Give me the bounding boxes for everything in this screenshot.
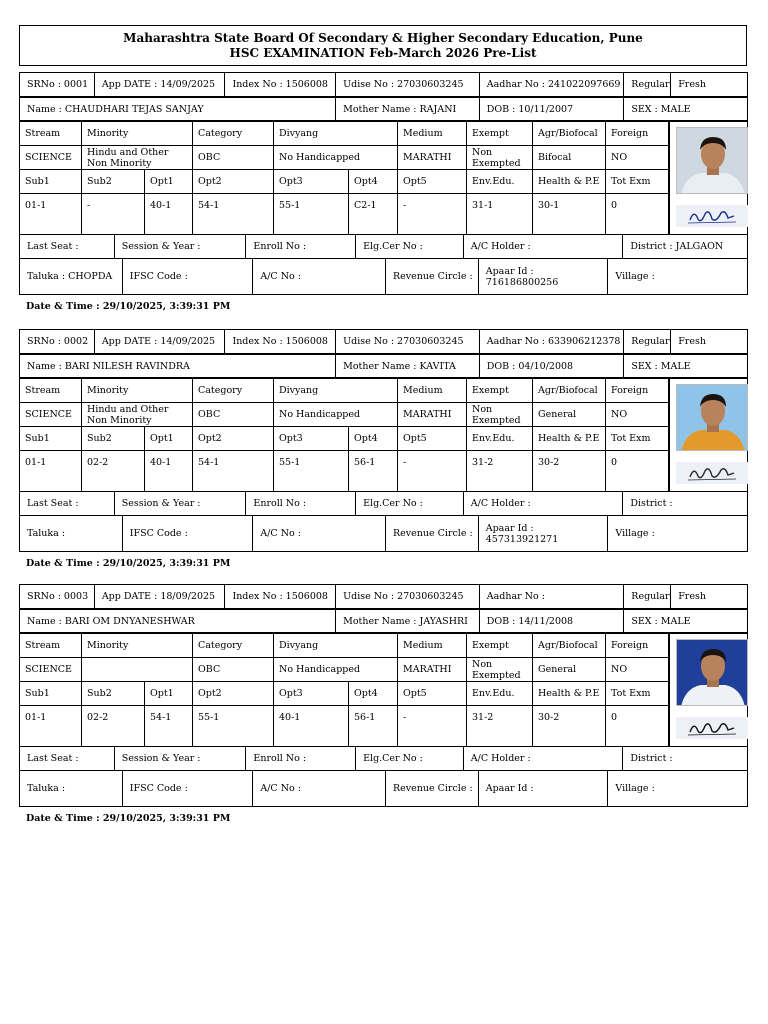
opt5-label: Opt5 bbox=[398, 170, 467, 193]
stream-label: Stream bbox=[20, 634, 82, 657]
foreign-label: Foreign bbox=[606, 122, 669, 145]
bank-row bbox=[19, 515, 748, 552]
signature-image bbox=[676, 717, 748, 739]
detail-header-row bbox=[20, 634, 669, 658]
exam-title: HSC EXAMINATION Feb-March 2026 Pre-List bbox=[229, 46, 537, 60]
detail-header-row bbox=[20, 379, 669, 403]
detail-header-row bbox=[20, 122, 669, 146]
exempt-label: Exempt bbox=[467, 634, 533, 657]
opt2-value: 54-1 bbox=[193, 451, 274, 491]
ac-holder-cell: A/C Holder : bbox=[464, 235, 624, 258]
ifsc-code-cell: IFSC Code : bbox=[123, 771, 254, 806]
srno-cell: SRNo : 0003 bbox=[20, 585, 95, 608]
mother-name-cell: Mother Name : JAYASHRI bbox=[336, 610, 480, 632]
bank-row bbox=[19, 258, 748, 295]
record-id-row bbox=[19, 72, 748, 97]
sub1-value: 01-1 bbox=[20, 706, 82, 746]
sex-cell: SEX : MALE bbox=[631, 103, 691, 115]
foreign-value: NO bbox=[606, 146, 669, 169]
ac-no-cell: A/C No : bbox=[253, 771, 386, 806]
session-year-cell: Session & Year : bbox=[115, 235, 247, 258]
opt4-value: 56-1 bbox=[349, 451, 398, 491]
tot-exm-value: 0 bbox=[606, 194, 669, 234]
udise-cell: Udise No : 27030603245 bbox=[336, 330, 480, 353]
health-pe-label: Health & P.E bbox=[533, 427, 606, 450]
category-value: OBC bbox=[193, 658, 274, 681]
ac-holder-cell: A/C Holder : bbox=[464, 747, 624, 770]
divyang-value: No Handicapped bbox=[274, 403, 398, 426]
opt1-label: Opt1 bbox=[145, 170, 193, 193]
opt4-value: C2-1 bbox=[349, 194, 398, 234]
opt5-label: Opt5 bbox=[398, 427, 467, 450]
srno-cell: SRNo : 0002 bbox=[20, 330, 95, 353]
exam-type-cell: Regular bbox=[624, 585, 671, 608]
opt2-label: Opt2 bbox=[193, 170, 274, 193]
signature-image bbox=[676, 205, 748, 227]
exam-type-cell: Regular bbox=[624, 73, 671, 96]
divyang-label: Divyang bbox=[274, 122, 398, 145]
sub2-value: 02-2 bbox=[82, 451, 145, 491]
document-header bbox=[19, 25, 747, 66]
opt3-value: 40-1 bbox=[274, 706, 349, 746]
exempt-value: Non Exempted bbox=[467, 658, 533, 681]
health-pe-label: Health & P.E bbox=[533, 170, 606, 193]
minority-label: Minority bbox=[82, 634, 193, 657]
taluka-cell: Taluka : bbox=[20, 516, 123, 551]
opt1-value: 54-1 bbox=[145, 706, 193, 746]
stream-value: SCIENCE bbox=[20, 658, 82, 681]
subject-value-row bbox=[20, 706, 669, 746]
apaar-id-cell: Apaar Id : 716186800256 bbox=[479, 259, 609, 294]
sub2-label: Sub2 bbox=[82, 170, 145, 193]
subject-value-row bbox=[20, 194, 669, 234]
opt4-value: 56-1 bbox=[349, 706, 398, 746]
detail-value-row bbox=[20, 146, 669, 170]
opt1-label: Opt1 bbox=[145, 682, 193, 705]
env-edu-label: Env.Edu. bbox=[467, 682, 533, 705]
stream-value: SCIENCE bbox=[20, 403, 82, 426]
agr-biofocal-value: Bifocal bbox=[533, 146, 606, 169]
ac-holder-cell: A/C Holder : bbox=[464, 492, 624, 515]
minority-value: Hindu and Other Non Minority bbox=[82, 403, 193, 426]
student-photo bbox=[676, 127, 748, 194]
last-seat-cell: Last Seat : bbox=[20, 235, 115, 258]
env-edu-value: 31-2 bbox=[467, 451, 533, 491]
enrollment-row bbox=[19, 234, 748, 259]
apaar-id-cell: Apaar Id : bbox=[479, 771, 609, 806]
opt4-label: Opt4 bbox=[349, 427, 398, 450]
health-pe-value: 30-2 bbox=[533, 451, 606, 491]
mother-name-cell: Mother Name : KAVITA bbox=[336, 355, 480, 377]
village-cell: Village : bbox=[615, 271, 655, 282]
stream-value: SCIENCE bbox=[20, 146, 82, 169]
tot-exm-label: Tot Exm bbox=[606, 682, 669, 705]
detail-value-row bbox=[20, 658, 669, 682]
student-name-cell: Name : BARI NILESH RAVINDRA bbox=[20, 355, 336, 377]
record-name-row bbox=[19, 608, 748, 633]
medium-value: MARATHI bbox=[398, 403, 467, 426]
elg-cer-no-cell: Elg.Cer No : bbox=[356, 747, 464, 770]
dob-cell: DOB : 10/11/2007 bbox=[480, 98, 625, 120]
divyang-value: No Handicapped bbox=[274, 658, 398, 681]
app-date-cell: App DATE : 18/09/2025 bbox=[95, 585, 226, 608]
env-edu-label: Env.Edu. bbox=[467, 170, 533, 193]
aadhar-cell: Aadhar No : 241022097669 bbox=[480, 73, 625, 96]
district-cell: District : bbox=[630, 498, 673, 509]
tot-exm-value: 0 bbox=[606, 706, 669, 746]
foreign-value: NO bbox=[606, 403, 669, 426]
opt4-label: Opt4 bbox=[349, 682, 398, 705]
subject-header-row bbox=[20, 682, 669, 706]
sub2-value: - bbox=[82, 194, 145, 234]
photo-signature-cell bbox=[669, 122, 747, 234]
sub2-label: Sub2 bbox=[82, 682, 145, 705]
env-edu-value: 31-1 bbox=[467, 194, 533, 234]
record-id-row bbox=[19, 584, 748, 609]
stream-label: Stream bbox=[20, 122, 82, 145]
board-title: Maharashtra State Board Of Secondary & Higher Secondary Education, Pune bbox=[123, 31, 643, 45]
exam-status-cell: Fresh bbox=[678, 79, 706, 90]
divyang-label: Divyang bbox=[274, 379, 398, 402]
sub1-label: Sub1 bbox=[20, 682, 82, 705]
foreign-value: NO bbox=[606, 658, 669, 681]
medium-label: Medium bbox=[398, 634, 467, 657]
sub1-label: Sub1 bbox=[20, 427, 82, 450]
record-datetime: Date & Time : 29/10/2025, 3:39:31 PM bbox=[26, 812, 231, 824]
foreign-label: Foreign bbox=[606, 379, 669, 402]
foreign-label: Foreign bbox=[606, 634, 669, 657]
medium-label: Medium bbox=[398, 379, 467, 402]
sub1-label: Sub1 bbox=[20, 170, 82, 193]
category-value: OBC bbox=[193, 403, 274, 426]
enrollment-row bbox=[19, 746, 748, 771]
exam-status-cell: Fresh bbox=[678, 336, 706, 347]
index-no-cell: Index No : 1506008 bbox=[225, 330, 336, 353]
index-no-cell: Index No : 1506008 bbox=[225, 585, 336, 608]
srno-cell: SRNo : 0001 bbox=[20, 73, 95, 96]
tot-exm-label: Tot Exm bbox=[606, 170, 669, 193]
udise-cell: Udise No : 27030603245 bbox=[336, 585, 480, 608]
photo-signature-cell bbox=[669, 379, 747, 491]
session-year-cell: Session & Year : bbox=[115, 747, 247, 770]
subject-value-row bbox=[20, 451, 669, 491]
category-label: Category bbox=[193, 634, 274, 657]
enroll-no-cell: Enroll No : bbox=[246, 747, 356, 770]
sub2-value: 02-2 bbox=[82, 706, 145, 746]
sub1-value: 01-1 bbox=[20, 194, 82, 234]
health-pe-value: 30-1 bbox=[533, 194, 606, 234]
minority-value bbox=[82, 658, 193, 681]
student-record bbox=[19, 330, 748, 574]
agr-biofocal-label: Agr/Biofocal bbox=[533, 634, 606, 657]
record-datetime: Date & Time : 29/10/2025, 3:39:31 PM bbox=[26, 557, 231, 569]
subject-grid bbox=[19, 632, 748, 747]
stream-label: Stream bbox=[20, 379, 82, 402]
student-record bbox=[19, 73, 748, 317]
exam-type-cell: Regular bbox=[624, 330, 671, 353]
opt5-label: Opt5 bbox=[398, 682, 467, 705]
udise-cell: Udise No : 27030603245 bbox=[336, 73, 480, 96]
revenue-circle-cell: Revenue Circle : bbox=[386, 259, 479, 294]
village-cell: Village : bbox=[615, 783, 655, 794]
tot-exm-label: Tot Exm bbox=[606, 427, 669, 450]
ac-no-cell: A/C No : bbox=[253, 259, 386, 294]
minority-value: Hindu and Other Non Minority bbox=[82, 146, 193, 169]
mother-name-cell: Mother Name : RAJANI bbox=[336, 98, 480, 120]
enroll-no-cell: Enroll No : bbox=[246, 492, 356, 515]
opt1-value: 40-1 bbox=[145, 194, 193, 234]
health-pe-value: 30-2 bbox=[533, 706, 606, 746]
exempt-label: Exempt bbox=[467, 122, 533, 145]
record-id-row bbox=[19, 329, 748, 354]
aadhar-cell: Aadhar No : 633906212378 bbox=[480, 330, 625, 353]
revenue-circle-cell: Revenue Circle : bbox=[386, 516, 479, 551]
elg-cer-no-cell: Elg.Cer No : bbox=[356, 235, 464, 258]
student-photo bbox=[676, 639, 748, 706]
exempt-label: Exempt bbox=[467, 379, 533, 402]
index-no-cell: Index No : 1506008 bbox=[225, 73, 336, 96]
minority-label: Minority bbox=[82, 379, 193, 402]
minority-label: Minority bbox=[82, 122, 193, 145]
student-signature bbox=[676, 205, 748, 227]
agr-biofocal-value: General bbox=[533, 658, 606, 681]
subject-grid bbox=[19, 120, 748, 235]
opt2-label: Opt2 bbox=[193, 427, 274, 450]
student-signature bbox=[676, 717, 748, 739]
subject-header-row bbox=[20, 427, 669, 451]
taluka-cell: Taluka : bbox=[20, 771, 123, 806]
exempt-value: Non Exempted bbox=[467, 403, 533, 426]
dob-cell: DOB : 04/10/2008 bbox=[480, 355, 625, 377]
agr-biofocal-value: General bbox=[533, 403, 606, 426]
student-photo-image bbox=[677, 385, 748, 451]
ac-no-cell: A/C No : bbox=[253, 516, 386, 551]
env-edu-value: 31-2 bbox=[467, 706, 533, 746]
env-edu-label: Env.Edu. bbox=[467, 427, 533, 450]
student-photo-image bbox=[677, 640, 748, 706]
divyang-label: Divyang bbox=[274, 634, 398, 657]
bank-row bbox=[19, 770, 748, 807]
session-year-cell: Session & Year : bbox=[115, 492, 247, 515]
student-record bbox=[19, 585, 748, 829]
opt3-label: Opt3 bbox=[274, 427, 349, 450]
subject-header-row bbox=[20, 170, 669, 194]
medium-label: Medium bbox=[398, 122, 467, 145]
opt2-label: Opt2 bbox=[193, 682, 274, 705]
category-label: Category bbox=[193, 379, 274, 402]
agr-biofocal-label: Agr/Biofocal bbox=[533, 122, 606, 145]
divyang-value: No Handicapped bbox=[274, 146, 398, 169]
enrollment-row bbox=[19, 491, 748, 516]
ifsc-code-cell: IFSC Code : bbox=[123, 516, 254, 551]
subject-grid bbox=[19, 377, 748, 492]
signature-image bbox=[676, 462, 748, 484]
opt2-value: 55-1 bbox=[193, 706, 274, 746]
opt3-label: Opt3 bbox=[274, 682, 349, 705]
student-photo-image bbox=[677, 128, 748, 194]
agr-biofocal-label: Agr/Biofocal bbox=[533, 379, 606, 402]
student-name-cell: Name : BARI OM DNYANESHWAR bbox=[20, 610, 336, 632]
health-pe-label: Health & P.E bbox=[533, 682, 606, 705]
last-seat-cell: Last Seat : bbox=[20, 492, 115, 515]
enroll-no-cell: Enroll No : bbox=[246, 235, 356, 258]
record-name-row bbox=[19, 96, 748, 121]
taluka-cell: Taluka : CHOPDA bbox=[20, 259, 123, 294]
district-cell: District : JALGAON bbox=[630, 241, 724, 252]
category-value: OBC bbox=[193, 146, 274, 169]
revenue-circle-cell: Revenue Circle : bbox=[386, 771, 479, 806]
student-photo bbox=[676, 384, 748, 451]
opt5-value: - bbox=[398, 706, 467, 746]
district-cell: District : bbox=[630, 753, 673, 764]
app-date-cell: App DATE : 14/09/2025 bbox=[95, 73, 226, 96]
opt1-value: 40-1 bbox=[145, 451, 193, 491]
opt3-label: Opt3 bbox=[274, 170, 349, 193]
photo-signature-cell bbox=[669, 634, 747, 746]
medium-value: MARATHI bbox=[398, 146, 467, 169]
ifsc-code-cell: IFSC Code : bbox=[123, 259, 254, 294]
category-label: Category bbox=[193, 122, 274, 145]
sex-cell: SEX : MALE bbox=[631, 360, 691, 372]
sub1-value: 01-1 bbox=[20, 451, 82, 491]
record-datetime: Date & Time : 29/10/2025, 3:39:31 PM bbox=[26, 300, 231, 312]
app-date-cell: App DATE : 14/09/2025 bbox=[95, 330, 226, 353]
village-cell: Village : bbox=[615, 528, 655, 539]
aadhar-cell: Aadhar No : bbox=[480, 585, 625, 608]
sex-cell: SEX : MALE bbox=[631, 615, 691, 627]
student-name-cell: Name : CHAUDHARI TEJAS SANJAY bbox=[20, 98, 336, 120]
opt4-label: Opt4 bbox=[349, 170, 398, 193]
opt3-value: 55-1 bbox=[274, 451, 349, 491]
exam-status-cell: Fresh bbox=[678, 591, 706, 602]
student-signature bbox=[676, 462, 748, 484]
record-name-row bbox=[19, 353, 748, 378]
medium-value: MARATHI bbox=[398, 658, 467, 681]
detail-value-row bbox=[20, 403, 669, 427]
tot-exm-value: 0 bbox=[606, 451, 669, 491]
apaar-id-cell: Apaar Id : 457313921271 bbox=[479, 516, 609, 551]
dob-cell: DOB : 14/11/2008 bbox=[480, 610, 625, 632]
elg-cer-no-cell: Elg.Cer No : bbox=[356, 492, 464, 515]
exempt-value: Non Exempted bbox=[467, 146, 533, 169]
opt1-label: Opt1 bbox=[145, 427, 193, 450]
opt5-value: - bbox=[398, 194, 467, 234]
opt3-value: 55-1 bbox=[274, 194, 349, 234]
sub2-label: Sub2 bbox=[82, 427, 145, 450]
opt5-value: - bbox=[398, 451, 467, 491]
opt2-value: 54-1 bbox=[193, 194, 274, 234]
last-seat-cell: Last Seat : bbox=[20, 747, 115, 770]
